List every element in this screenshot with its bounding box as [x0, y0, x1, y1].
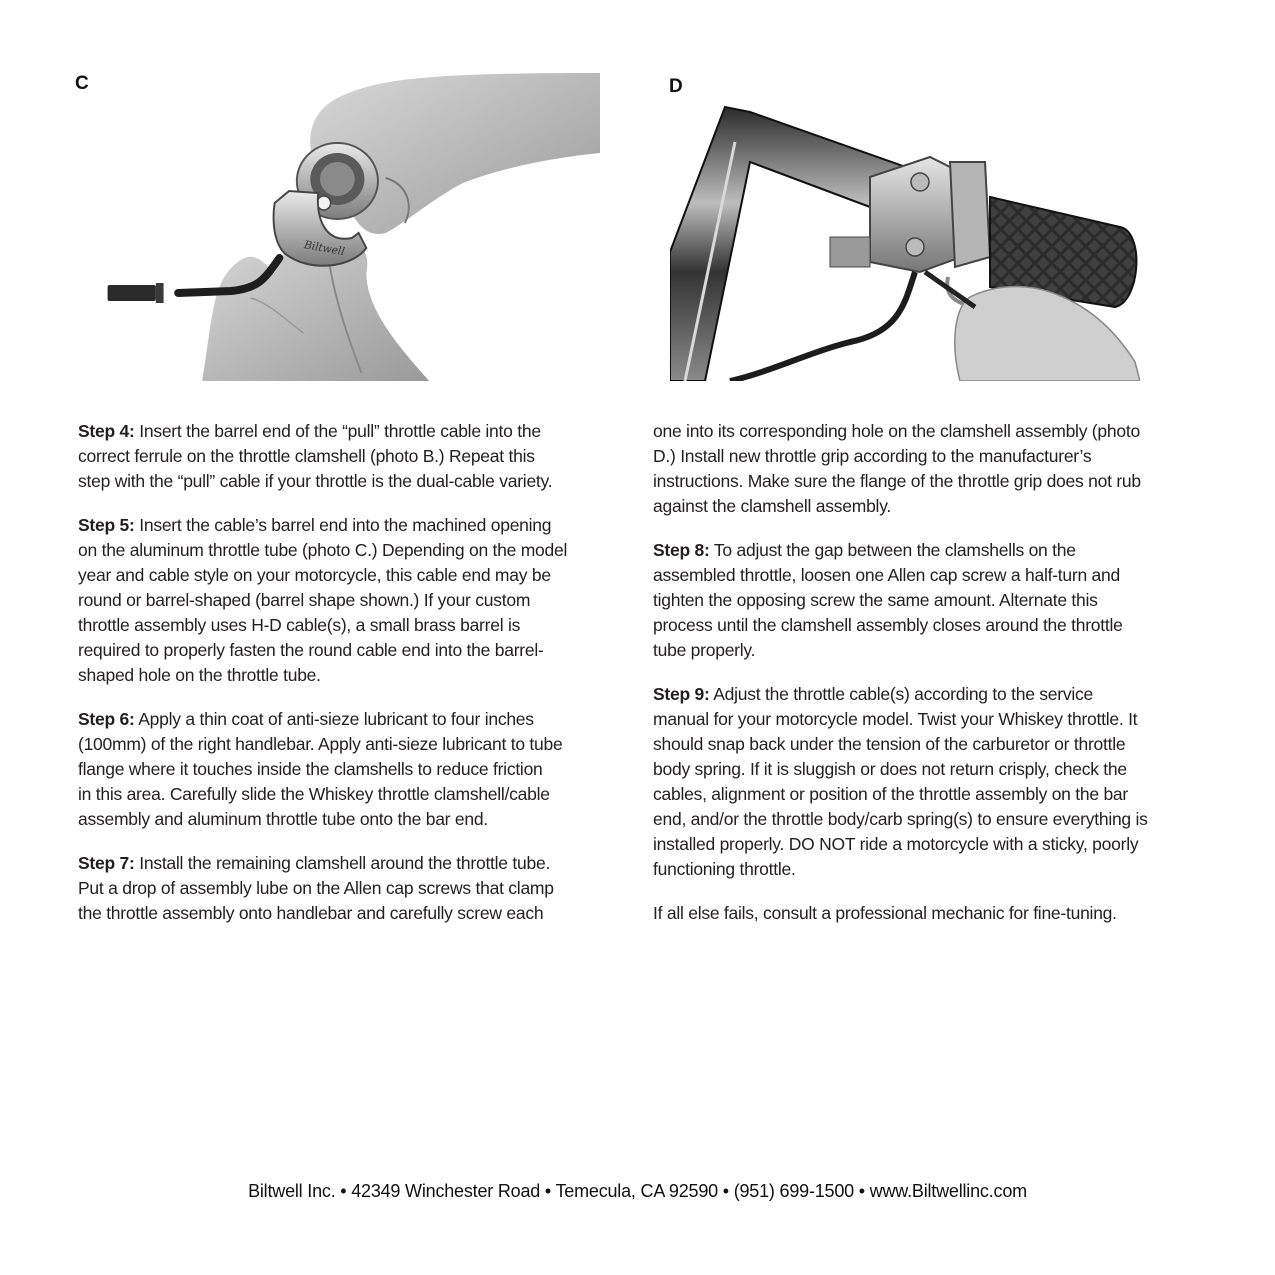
- step-4-line-2: correct ferrule on the throttle clamshell (photo B.) Repeat this: [78, 446, 535, 466]
- step-5-line-7: shaped hole on the throttle tube.: [78, 665, 321, 685]
- step-9-line-6: end, and/or the throttle body/carb spring(s) to ensure everything is: [653, 809, 1148, 829]
- photo-d-label: D: [669, 76, 683, 97]
- cable-adjuster: [108, 285, 156, 301]
- step-5-text-1: Insert the cable’s barrel end into the machined opening: [134, 515, 552, 535]
- step-7-line-3: the throttle assembly onto handlebar and carefully screw each: [78, 903, 544, 923]
- step-9-line-5: cables, alignment or position of the throttle assembly on the bar: [653, 784, 1128, 804]
- step-6: [78, 707, 638, 832]
- step-4: [78, 419, 638, 494]
- step-5-line-4: round or barrel-shaped (barrel shape shown.) If your custom: [78, 590, 531, 610]
- step-4-text-1: Insert the barrel end of the “pull” throttle cable into the: [134, 421, 541, 441]
- step-6-line-2: (100mm) of the right handlebar. Apply anti-sieze lubricant to tube: [78, 734, 563, 754]
- left-column: [78, 419, 638, 945]
- step-9-line-7: installed properly. DO NOT ride a motorcycle with a sticky, poorly: [653, 834, 1139, 854]
- step-5-line-1: [78, 513, 638, 538]
- step-6-line-4: in this area. Carefully slide the Whiskey throttle clamshell/cable: [78, 784, 550, 804]
- step-7-label: Step 7:: [78, 853, 135, 873]
- step-7-cont-line-4: against the clamshell assembly.: [653, 496, 892, 516]
- closing-note: [653, 901, 1213, 926]
- step-7-cont-line-1: one into its corresponding hole on the clamshell assembly (photo: [653, 421, 1140, 441]
- step-4-line-1: [78, 419, 638, 444]
- step-7: [78, 851, 638, 926]
- step-8-line-4: process until the clamshell assembly closes around the throttle: [653, 615, 1123, 635]
- step-4-label: Step 4:: [78, 421, 135, 441]
- clamshell-logo: Biltwell: [303, 237, 346, 259]
- step-5: [78, 513, 638, 688]
- step-7-cont-line-3: instructions. Make sure the flange of the throttle grip does not rub: [653, 471, 1141, 491]
- step-8-line-3: tighten the opposing screw the same amount. Alternate this: [653, 590, 1098, 610]
- right-column: [653, 419, 1213, 945]
- step-5-line-2: on the aluminum throttle tube (photo C.) Depending on the model: [78, 540, 568, 560]
- photo-d-illustration: [670, 102, 1140, 381]
- step-7-cont-line-2: D.) Install new throttle grip according to the manufacturer’s: [653, 446, 1092, 466]
- step-9-line-4: body spring. If it is sluggish or does not return crisply, check the: [653, 759, 1127, 779]
- step-7-line-2: Put a drop of assembly lube on the Allen cap screws that clamp: [78, 878, 554, 898]
- step-6-line-5: assembly and aluminum throttle tube onto the bar end.: [78, 809, 488, 829]
- step-9-text-1: Adjust the throttle cable(s) according to the service: [709, 684, 1093, 704]
- step-7-continued: [653, 419, 1213, 519]
- step-9-label: Step 9:: [653, 684, 710, 704]
- step-9-line-1: [653, 682, 1213, 707]
- step-6-text-1: Apply a thin coat of anti-sieze lubricant to four inches: [134, 709, 534, 729]
- step-6-line-1: [78, 707, 638, 732]
- step-6-label: Step 6:: [78, 709, 135, 729]
- step-9-line-3: should snap back under the tension of the carburetor or throttle: [653, 734, 1126, 754]
- step-9: [653, 682, 1213, 882]
- step-4-line-3: step with the “pull” cable if your throttle is the dual-cable variety.: [78, 471, 553, 491]
- step-8-line-1: [653, 538, 1213, 563]
- step-8-label: Step 8:: [653, 540, 710, 560]
- closing-line-1: If all else fails, consult a professional mechanic for fine-tuning.: [653, 903, 1117, 923]
- photo-d-installed-throttle: [670, 102, 1140, 381]
- photo-c-label: C: [75, 73, 89, 94]
- step-7-line-1: [78, 851, 638, 876]
- step-8-text-1: To adjust the gap between the clamshells on the: [709, 540, 1076, 560]
- step-5-line-6: required to properly fasten the round cable end into the barrel-: [78, 640, 544, 660]
- footer-contact: Biltwell Inc. • 42349 Winchester Road • Temecula, CA 92590 • (951) 699-1500 • www.Biltwellinc.com: [248, 1181, 1027, 1201]
- step-8-line-2: assembled throttle, loosen one Allen cap screw a half-turn and: [653, 565, 1121, 585]
- photo-c-throttle-tube-cable: [96, 73, 600, 381]
- step-5-line-5: throttle assembly uses H-D cable(s), a small brass barrel is: [78, 615, 521, 635]
- step-7-text-1: Install the remaining clamshell around the throttle tube.: [134, 853, 551, 873]
- step-8: [653, 538, 1213, 663]
- step-9-line-8: functioning throttle.: [653, 859, 796, 879]
- step-5-label: Step 5:: [78, 515, 135, 535]
- step-9-line-2: manual for your motorcycle model. Twist your Whiskey throttle. It: [653, 709, 1138, 729]
- photo-c-illustration: [96, 73, 600, 381]
- step-8-line-5: tube properly.: [653, 640, 756, 660]
- step-5-line-3: year and cable style on your motorcycle, this cable end may be: [78, 565, 551, 585]
- step-6-line-3: flange where it touches inside the clamshells to reduce friction: [78, 759, 543, 779]
